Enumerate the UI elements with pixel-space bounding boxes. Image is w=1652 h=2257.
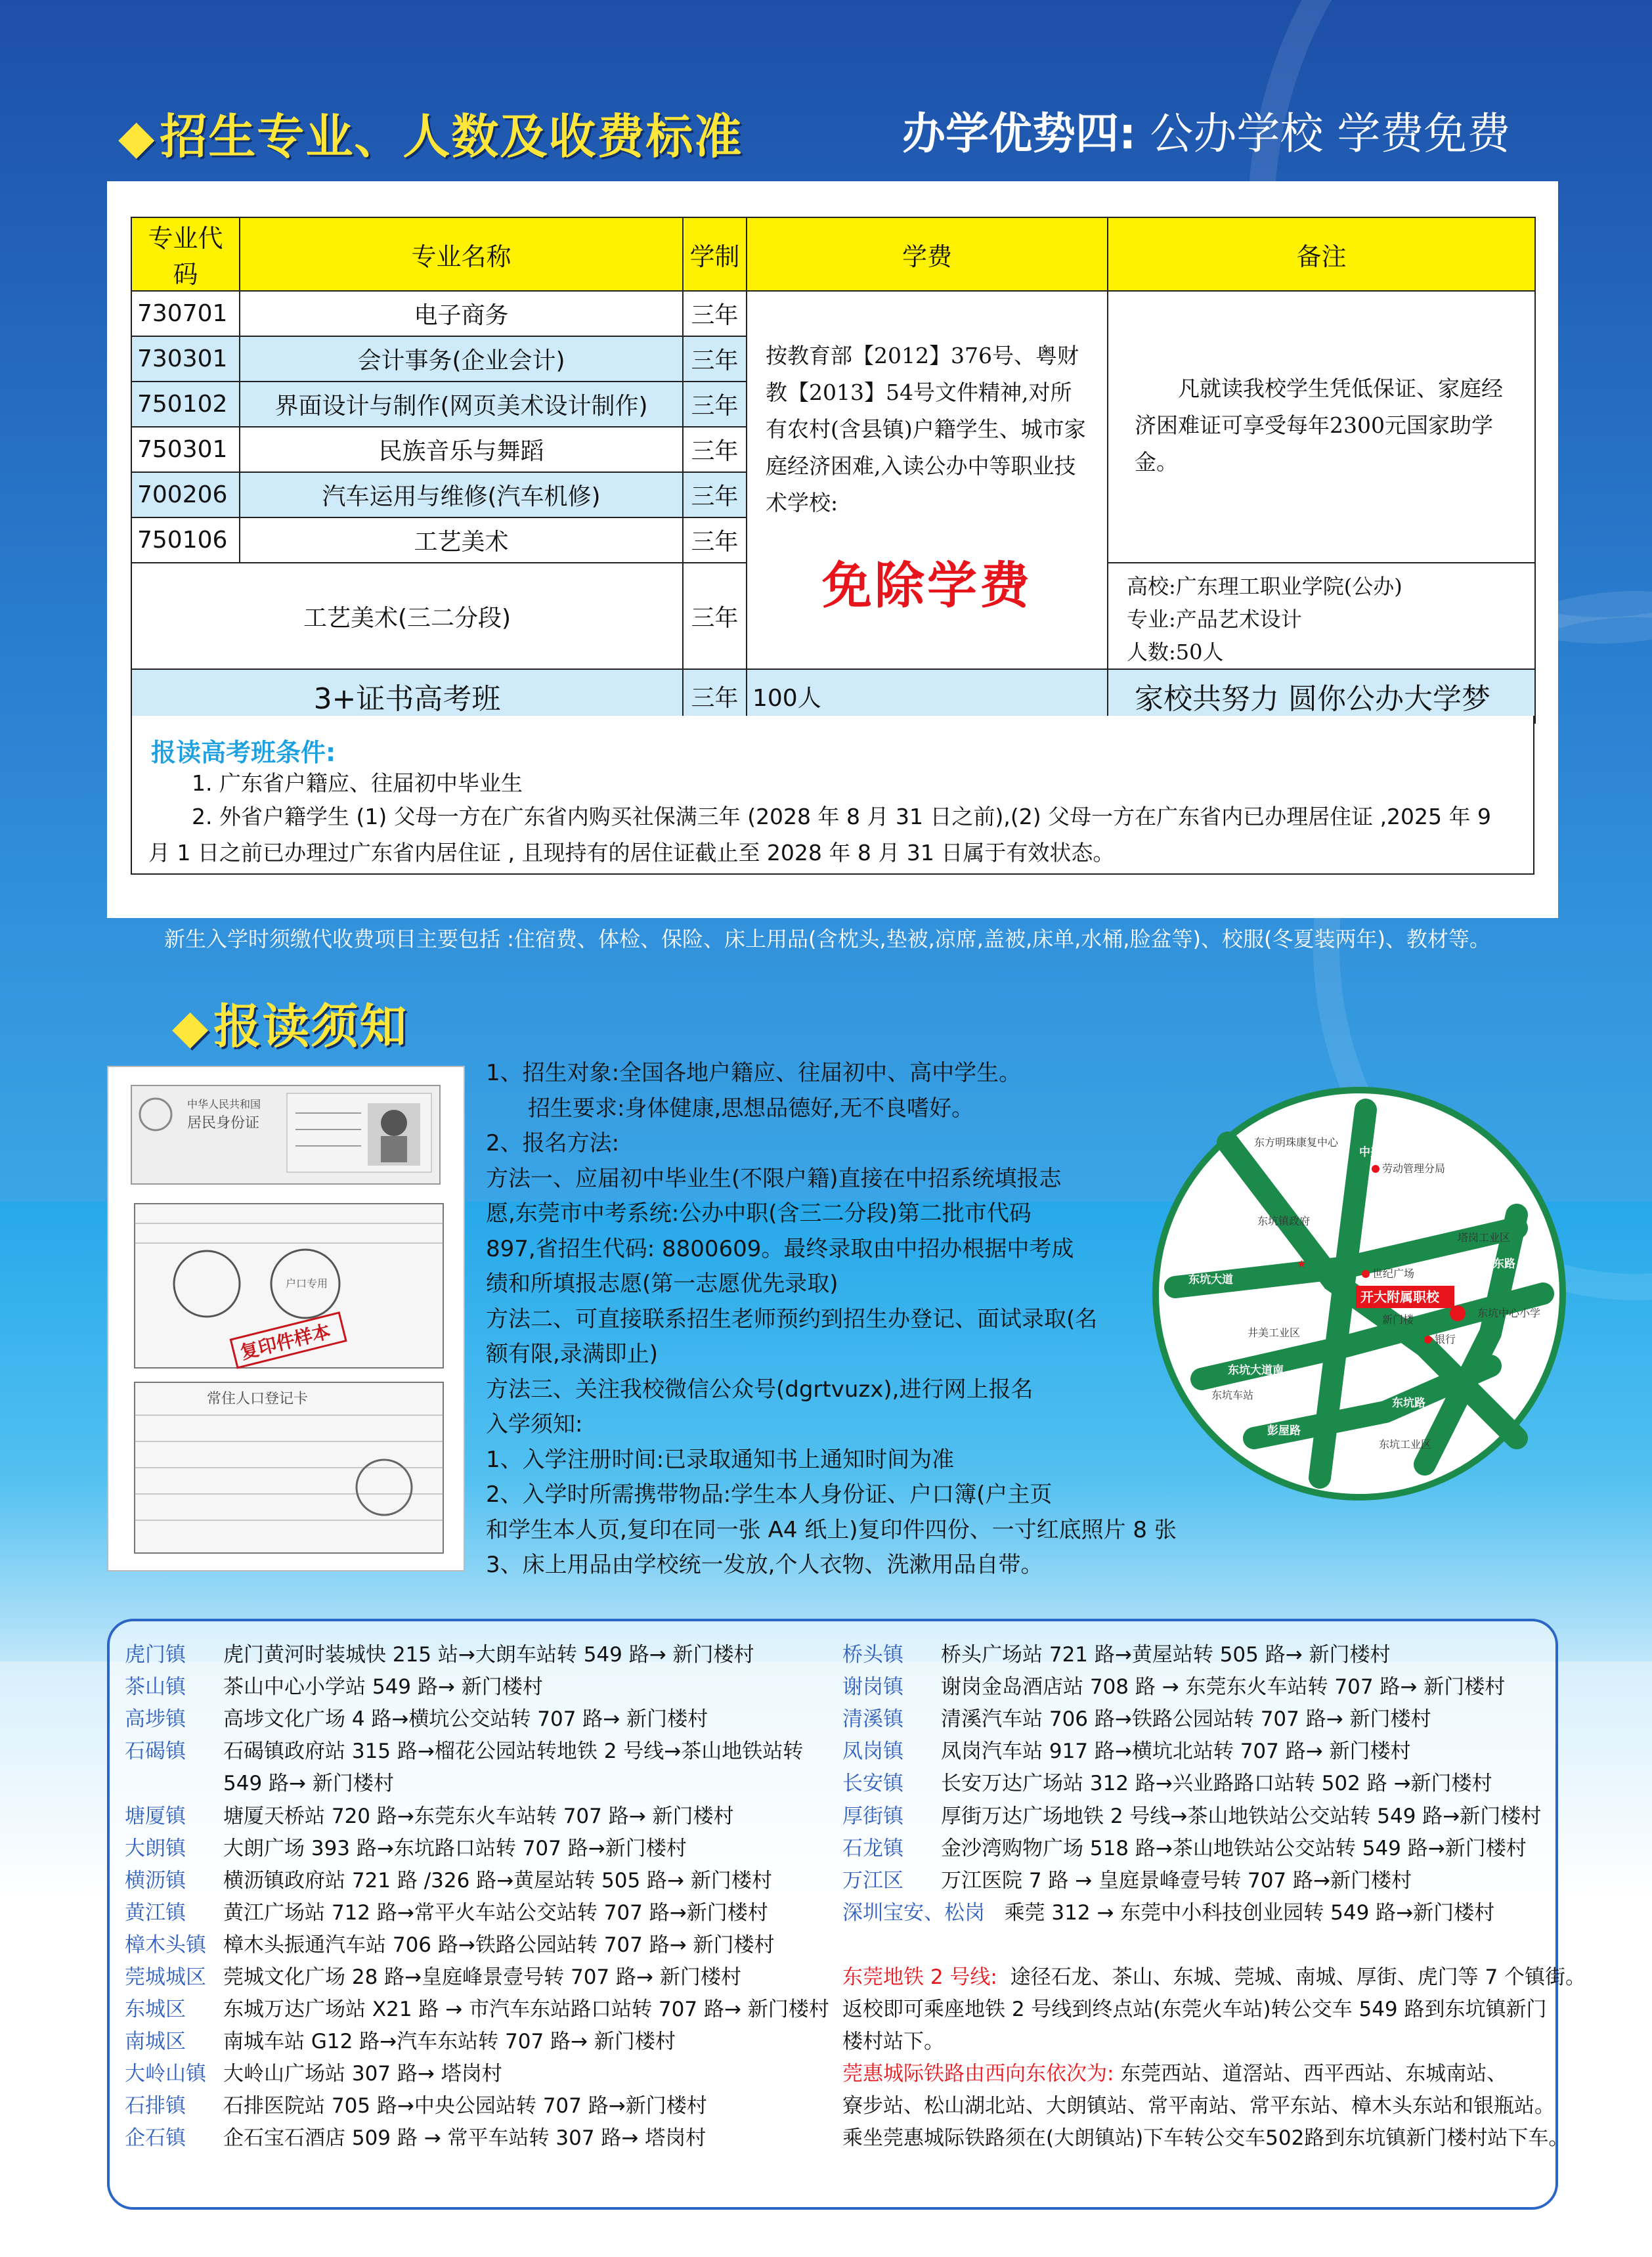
register-title: 常住人口登记卡 [207, 1391, 309, 1407]
metro-line: 返校即可乘座地铁 2 号线到终点站(东莞火车站)转公交车 549 路到东坑镇新门 [842, 1998, 1547, 2021]
town-name: 桥头镇 [842, 1643, 903, 1667]
route-text: 横沥镇政府站 721 路 /326 路→黄屋站转 505 路→ 新门楼村 [223, 1869, 772, 1893]
major-years: 三年 [683, 291, 747, 336]
metro-text: 途径石龙、茶山、东城、莞城、南城、厚街、虎门等 7 个镇街。 [1010, 1965, 1586, 1989]
route-text: 企石宝石酒店 509 路 → 常平车站转 307 路→ 塔岗村 [223, 2126, 706, 2150]
route-item [125, 2121, 706, 2151]
town-name: 深圳宝安、松岗 [842, 1901, 985, 1925]
map-label: 银行 [1435, 1333, 1456, 1346]
route-text: 南城车站 G12 路→汽车东站转 707 路→ 新门楼村 [223, 2030, 676, 2053]
town-name: 石龙镇 [842, 1837, 903, 1860]
exam-class-count: 100人 [747, 669, 1108, 723]
conditions-title: 报读高考班条件: [151, 738, 336, 767]
map-label: 塔岗工业区 [1458, 1231, 1511, 1244]
route-text: 石排医院站 705 路→中央公园站转 707 路→新门楼村 [223, 2094, 707, 2118]
town-name: 谢岗镇 [842, 1675, 903, 1699]
town-name: 樟木头镇 [125, 1933, 206, 1957]
card-title-line1: 中华人民共和国 [187, 1098, 261, 1110]
road-label: 东坑路 [1392, 1397, 1425, 1410]
route-text: 茶山中心小学站 549 路→ 新门楼村 [223, 1675, 543, 1699]
university-info [1108, 563, 1535, 669]
major-code: 750301 [131, 427, 240, 472]
section-title-notice [172, 988, 408, 1057]
route-item [125, 1766, 394, 1796]
note-cell: 凡就读我校学生凭低保证、家庭经济困难证可享受每年2300元国家助学金。 [1108, 291, 1535, 563]
route-item [842, 1702, 1431, 1732]
road-label: 东坑大道 [1188, 1273, 1233, 1286]
route-item [125, 1992, 829, 2022]
town-name: 大岭山镇 [125, 2062, 206, 2086]
notice-line: 2、报名方法: [486, 1130, 620, 1156]
route-item [125, 1638, 754, 1667]
table-row [131, 291, 1535, 336]
route-item [125, 1734, 803, 1764]
metro-label: 东莞地铁 2 号线: [842, 1965, 997, 1989]
route-text: 塘厦天桥站 720 路→东莞东火车站转 707 路→ 新门楼村 [223, 1805, 734, 1828]
major-code: 730301 [131, 336, 240, 382]
road-label: 彭屋路 [1267, 1424, 1301, 1437]
route-text: 莞城文化广场 28 路→皇庭峰景壹号转 707 路→ 新门楼村 [223, 1965, 741, 1989]
intercity-line: 乘坐莞惠城际铁路须在(大朗镇站)下车转公交车502路到东坑镇新门楼村站下车。 [842, 2126, 1569, 2150]
notice-line: 897,省招生代码: 8800609。最终录取由中招办根据中考成 [486, 1235, 1074, 1262]
route-item [125, 1670, 543, 1699]
major-years: 三年 [683, 427, 747, 472]
exam-class-name: 3+证书高考班 [131, 669, 683, 723]
route-item [125, 2057, 502, 2086]
header-cell: 专业代码 [131, 217, 240, 291]
notice-line: 绩和所填报志愿(第一志愿优先录取) [486, 1271, 838, 1297]
route-text: 万江医院 7 路 → 皇庭景峰壹号转 707 路→新门楼村 [941, 1869, 1412, 1893]
intercity-line: 寮步站、松山湖北站、大朗镇站、常平南站、常平东站、樟木头东站和银瓶站。 [842, 2094, 1555, 2118]
route-text: 樟木头振通汽车站 706 路→铁路公园站转 707 路→ 新门楼村 [223, 1933, 775, 1957]
town-name: 横沥镇 [125, 1869, 186, 1893]
route-item [125, 1831, 687, 1861]
fee-cell [747, 291, 1108, 669]
exam-class-years: 三年 [683, 669, 747, 723]
major-years: 三年 [683, 517, 747, 563]
route-text: 黄江广场站 712 路→常平火车站公交站转 707 路→新门楼村 [223, 1901, 768, 1925]
condition-line: 2. 外省户籍学生 (1) 父母一方在广东省内购买社保满三年 (2028 年 8 月 31 日之前),(2) 父母一方在广东省内已办理居住证 ,2025 年 9 [192, 804, 1492, 829]
map-label: 世纪广场 [1372, 1267, 1415, 1280]
notice-line: 招生要求:身体健康,思想品德好,无不良嗜好。 [528, 1095, 974, 1122]
metro-line: 楼村站下。 [842, 2030, 944, 2053]
portrait-body [381, 1136, 407, 1162]
route-text: 东城万达广场站 X21 路 → 市汽车东站路口站转 707 路→ 新门楼村 [223, 1998, 829, 2021]
school-label: 开大附属职校 [1360, 1289, 1439, 1305]
major-code: 730701 [131, 291, 240, 336]
town-name: 莞城城区 [125, 1965, 206, 1989]
route-item [125, 2025, 676, 2054]
notice-line: 额有限,录满即止) [486, 1341, 659, 1367]
road-label: 沿河东路 [1471, 1258, 1515, 1271]
town-name: 东城区 [125, 1998, 186, 2021]
notice-line: 愿,东莞市中考系统:公办中职(含三二分段)第二批市代码 [486, 1200, 1032, 1227]
header-cell: 学费 [747, 217, 1108, 291]
major-name: 电子商务 [240, 291, 683, 336]
town-name: 万江区 [842, 1869, 903, 1893]
notice-line: 3、床上用品由学校统一发放,个人衣物、洗漱用品自带。 [486, 1552, 1043, 1578]
route-text: 虎门黄河时装城快 215 站→大朗车站转 549 路→ 新门楼村 [223, 1643, 754, 1667]
notice-line: 1、入学注册时间:已录取通知书上通知时间为准 [486, 1446, 955, 1473]
route-text: 549 路→ 新门楼村 [223, 1772, 394, 1795]
town-name: 长安镇 [842, 1772, 903, 1795]
route-text: 桥头广场站 721 路→黄屋站转 505 路→ 新门楼村 [941, 1643, 1391, 1667]
route-text: 高埗文化广场 4 路→横坑公交站转 707 路→ 新门楼村 [223, 1707, 708, 1731]
route-item [125, 1702, 708, 1732]
header-cell: 备注 [1108, 217, 1535, 291]
portrait-head [381, 1110, 407, 1136]
section-title-text: 报读须知 [213, 998, 408, 1054]
header-cell: 专业名称 [240, 217, 683, 291]
route-text: 清溪汽车站 706 路→铁路公园站转 707 路→ 新门楼村 [941, 1707, 1431, 1731]
exam-class-row [131, 669, 1535, 723]
town-name: 清溪镇 [842, 1707, 903, 1731]
route-item [842, 1831, 1527, 1861]
notice-line: 方法二、可直接联系招生老师预约到招生办登记、面试录取(名 [486, 1305, 1098, 1332]
fee-table-header [131, 217, 1535, 291]
major-name: 民族音乐与舞蹈 [240, 427, 683, 472]
map-label: 新门楼 [1382, 1313, 1414, 1326]
route-item [842, 1734, 1411, 1764]
major-name: 会计事务(企业会计) [240, 336, 683, 382]
section-title-text: 招生专业、人数及收费标准 [160, 108, 743, 164]
route-item [125, 1864, 772, 1893]
metro-info [842, 1960, 1586, 1990]
map-label: 东坑车站 [1211, 1389, 1254, 1401]
id-sample-drawing [108, 1067, 465, 1571]
route-item [842, 1670, 1505, 1699]
intercity-label: 莞惠城际铁路由西向东依次为: [842, 2062, 1114, 2086]
section-title-enrollment [118, 99, 743, 167]
map-label: 东方明珠康复中心 [1254, 1136, 1339, 1149]
route-item [842, 1638, 1391, 1667]
town-name: 虎门镇 [125, 1643, 186, 1667]
university-line: 人数:50人 [1127, 640, 1224, 665]
town-name: 企石镇 [125, 2126, 186, 2150]
stamp-text: 复印件样本 [238, 1320, 333, 1364]
major-code: 750102 [131, 382, 240, 427]
map-label: 东坑镇政府 [1257, 1215, 1311, 1227]
major-name: 工艺美术 [240, 517, 683, 563]
special-major-years: 三年 [683, 563, 747, 669]
town-name: 高埗镇 [125, 1707, 186, 1731]
school-marker-icon [1450, 1305, 1466, 1321]
map-marker [1362, 1270, 1370, 1278]
major-name: 汽车运用与维修(汽车机修) [240, 472, 683, 517]
route-text: 长安万达广场站 312 路→兴业路路口站转 502 路 →新门楼村 [941, 1772, 1492, 1795]
town-name: 南城区 [125, 2030, 186, 2053]
town-name: 石排镇 [125, 2094, 186, 2118]
town-name: 大朗镇 [125, 1837, 186, 1860]
town-name: 石碣镇 [125, 1740, 186, 1763]
condition-line: 1. 广东省户籍应、往届初中毕业生 [192, 770, 523, 796]
university-line: 专业:产品艺术设计 [1127, 607, 1302, 632]
map-label: 东坑中心小学 [1477, 1307, 1541, 1319]
road-label: 东坑大道南 [1228, 1364, 1284, 1377]
route-text: 凤岗汽车站 917 路→横坑北站转 707 路→ 新门楼村 [941, 1740, 1411, 1763]
advantage-banner [902, 99, 1510, 161]
route-item [125, 1928, 775, 1958]
new-student-fees-note: 新生入学时须缴代收费项目主要包括 :住宿费、体检、保险、床上用品(含枕头,垫被,凉席,盖被,床单,水桶,脸盆等)、校服(冬夏装两年)、教材等。 [164, 927, 1490, 952]
route-text: 厚街万达广场地铁 2 号线→茶山地铁站公交站转 549 路→新门楼村 [941, 1805, 1542, 1828]
star-icon: ★ [1297, 1258, 1307, 1270]
route-item [125, 1960, 741, 1990]
exam-class-slogan: 家校共努力 圆你公办大学梦 [1108, 669, 1535, 723]
major-years: 三年 [683, 336, 747, 382]
header-cell: 学制 [683, 217, 747, 291]
location-map [1149, 1070, 1569, 1517]
major-code: 700206 [131, 472, 240, 517]
map-marker [1424, 1336, 1432, 1344]
intercity-info [842, 2057, 1507, 2086]
map-label: 井美工业区 [1248, 1326, 1301, 1339]
diamond-icon: ◆ [172, 998, 210, 1054]
route-item [125, 1799, 734, 1829]
notice-line: 1、招生对象:全国各地户籍应、往届初中、高中学生。 [486, 1060, 1022, 1086]
condition-line: 月 1 日之前已办理过广东省内居住证 , 且现持有的居住证截止至 2028 年 8 月 31 日属于有效状态。 [148, 840, 1115, 866]
special-major-name: 工艺美术(三二分段) [131, 563, 683, 669]
diamond-icon: ◆ [118, 108, 156, 164]
major-code: 750106 [131, 517, 240, 563]
town-name: 凤岗镇 [842, 1740, 903, 1763]
route-text: 谢岗金岛酒店站 708 路 → 东莞东火车站转 707 路→ 新门楼村 [941, 1675, 1506, 1699]
hukou-seal-label: 户口专用 [286, 1277, 328, 1290]
notice-line: 方法一、应届初中毕业生(不限户籍)直接在中招系统填报志 [486, 1165, 1062, 1192]
route-item [125, 2089, 707, 2118]
fee-policy-text: 按教育部【2012】376号、粤财教【2013】54号文件精神,对所有农村(含县镇)户籍学生、城市家庭经济困难,入读公办中等职业技术学校: [766, 343, 1086, 515]
route-text: 金沙湾购物广场 518 路→茶山地铁站公交站转 549 路→新门楼村 [941, 1837, 1527, 1860]
map-marker [1372, 1165, 1380, 1173]
route-text: 石碣镇政府站 315 路→榴花公园站转地铁 2 号线→茶山地铁站转 [223, 1740, 804, 1763]
major-years: 三年 [683, 472, 747, 517]
major-years: 三年 [683, 382, 747, 427]
road-label: 东兴路 [1399, 1212, 1432, 1225]
route-text: 大朗广场 393 路→东坑路口站转 707 路→新门楼村 [223, 1837, 687, 1860]
route-item [842, 1864, 1412, 1893]
advantage-text: 公办学校 学费免费 [1150, 108, 1511, 159]
card-title-line2: 居民身份证 [187, 1115, 260, 1131]
town-name: 茶山镇 [125, 1675, 186, 1699]
notice-line: 入学须知: [486, 1411, 583, 1437]
town-name: 塘厦镇 [125, 1805, 186, 1828]
town-name: 厚街镇 [842, 1805, 903, 1828]
enrollment-notice [486, 1056, 1195, 1583]
advantage-label: 办学优势四: [902, 108, 1137, 159]
route-text: 大岭山广场站 307 路→ 塔岗村 [223, 2062, 502, 2086]
id-document-sample [107, 1066, 465, 1571]
notice-line: 方法三、关注我校微信公众号(dgrtvuzx),进行网上报名 [486, 1376, 1033, 1403]
university-line: 高校:广东理工职业学院(公办) [1127, 574, 1402, 599]
intercity-text: 东莞西站、道滘站、西平西站、东城南站、 [1120, 2062, 1508, 2086]
route-item [125, 1896, 768, 1925]
fee-table [131, 217, 1536, 724]
map-label: 劳动管理分局 [1382, 1162, 1446, 1175]
route-item [842, 1799, 1541, 1829]
major-name: 界面设计与制作(网页美术设计制作) [240, 382, 683, 427]
route-item [842, 1896, 1494, 1925]
town-name: 黄江镇 [125, 1901, 186, 1925]
route-text: 乘莞 312 → 东莞中小科技创业园转 549 路→新门楼村 [1004, 1901, 1495, 1925]
notice-line: 和学生本人页,复印在同一张 A4 纸上)复印件四份、一寸红底照片 8 张 [486, 1516, 1177, 1543]
route-item [842, 1766, 1492, 1796]
road-label: 中兴路 [1359, 1146, 1393, 1159]
map-label: 东坑工业区 [1379, 1438, 1432, 1451]
notice-line: 2、入学时所需携带物品:学生本人身份证、户口簿(户主页 [486, 1481, 1053, 1508]
fee-free-text: 免除学费 [822, 556, 1032, 615]
